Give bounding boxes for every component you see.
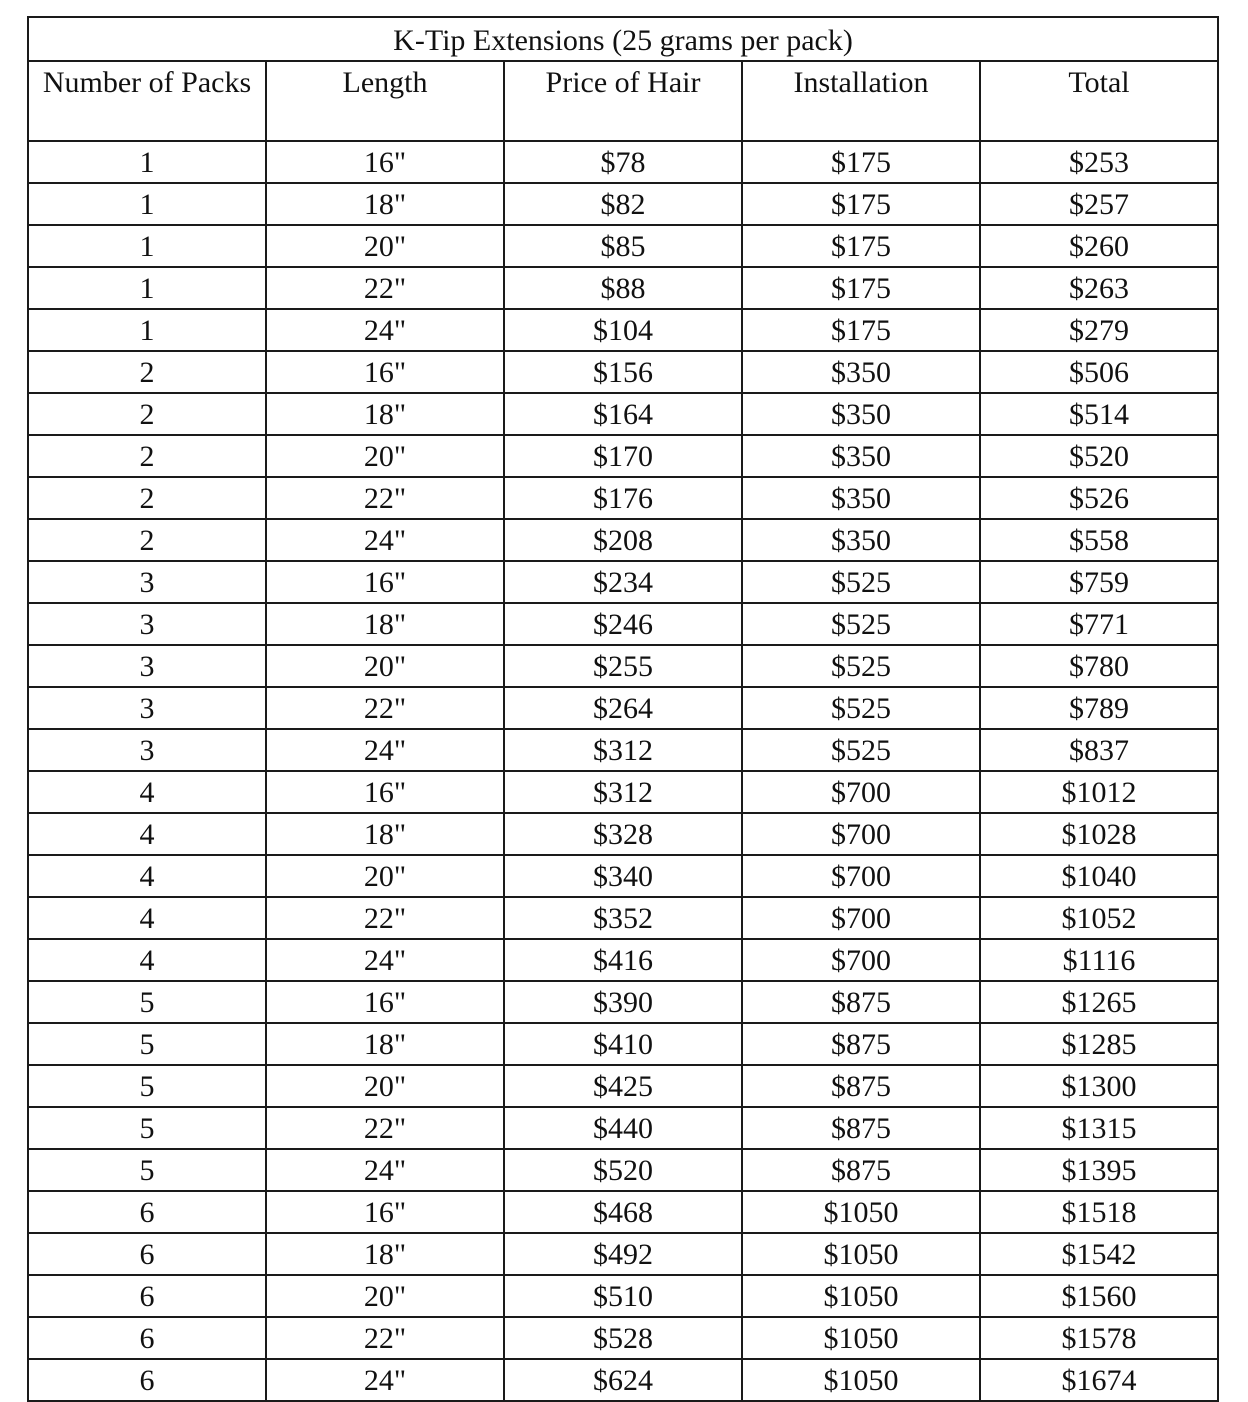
table-row bbox=[28, 1317, 1218, 1359]
table-row bbox=[28, 435, 1218, 477]
cell-installation: $875 bbox=[742, 1065, 980, 1107]
cell-price-of-hair: $410 bbox=[504, 1023, 742, 1065]
cell-length: 18" bbox=[266, 183, 504, 225]
cell-total: $558 bbox=[980, 519, 1218, 561]
table-row bbox=[28, 519, 1218, 561]
table-row bbox=[28, 771, 1218, 813]
cell-length: 16" bbox=[266, 141, 504, 183]
cell-installation: $350 bbox=[742, 351, 980, 393]
cell-length: 20" bbox=[266, 645, 504, 687]
table-row bbox=[28, 603, 1218, 645]
cell-installation: $175 bbox=[742, 267, 980, 309]
cell-length: 16" bbox=[266, 561, 504, 603]
table-row bbox=[28, 267, 1218, 309]
cell-length: 16" bbox=[266, 981, 504, 1023]
cell-total: $1012 bbox=[980, 771, 1218, 813]
cell-packs: 6 bbox=[28, 1275, 266, 1317]
cell-price-of-hair: $170 bbox=[504, 435, 742, 477]
table-row bbox=[28, 981, 1218, 1023]
cell-length: 16" bbox=[266, 351, 504, 393]
cell-installation: $875 bbox=[742, 1107, 980, 1149]
table-row bbox=[28, 183, 1218, 225]
table-row bbox=[28, 813, 1218, 855]
table-row bbox=[28, 687, 1218, 729]
cell-installation: $350 bbox=[742, 435, 980, 477]
table-row bbox=[28, 1107, 1218, 1149]
cell-installation: $875 bbox=[742, 981, 980, 1023]
cell-packs: 3 bbox=[28, 561, 266, 603]
cell-packs: 4 bbox=[28, 771, 266, 813]
cell-installation: $700 bbox=[742, 771, 980, 813]
cell-price-of-hair: $352 bbox=[504, 897, 742, 939]
cell-length: 24" bbox=[266, 309, 504, 351]
cell-length: 20" bbox=[266, 1065, 504, 1107]
table-row bbox=[28, 1233, 1218, 1275]
cell-installation: $350 bbox=[742, 519, 980, 561]
cell-installation: $525 bbox=[742, 561, 980, 603]
cell-length: 20" bbox=[266, 1275, 504, 1317]
cell-installation: $350 bbox=[742, 477, 980, 519]
table-row bbox=[28, 645, 1218, 687]
cell-length: 24" bbox=[266, 1359, 504, 1401]
table-row bbox=[28, 855, 1218, 897]
cell-packs: 6 bbox=[28, 1191, 266, 1233]
cell-total: $759 bbox=[980, 561, 1218, 603]
cell-packs: 3 bbox=[28, 729, 266, 771]
cell-packs: 2 bbox=[28, 393, 266, 435]
cell-price-of-hair: $88 bbox=[504, 267, 742, 309]
cell-total: $1518 bbox=[980, 1191, 1218, 1233]
header-price-of-hair: Price of Hair bbox=[504, 61, 742, 141]
cell-price-of-hair: $264 bbox=[504, 687, 742, 729]
cell-price-of-hair: $255 bbox=[504, 645, 742, 687]
cell-price-of-hair: $440 bbox=[504, 1107, 742, 1149]
cell-price-of-hair: $176 bbox=[504, 477, 742, 519]
table-title: K-Tip Extensions (25 grams per pack) bbox=[28, 17, 1218, 61]
table-header-row bbox=[28, 61, 1218, 141]
cell-price-of-hair: $104 bbox=[504, 309, 742, 351]
cell-length: 22" bbox=[266, 477, 504, 519]
cell-total: $1265 bbox=[980, 981, 1218, 1023]
cell-installation: $175 bbox=[742, 309, 980, 351]
cell-price-of-hair: $528 bbox=[504, 1317, 742, 1359]
cell-packs: 5 bbox=[28, 1023, 266, 1065]
cell-price-of-hair: $156 bbox=[504, 351, 742, 393]
cell-length: 22" bbox=[266, 897, 504, 939]
cell-price-of-hair: $340 bbox=[504, 855, 742, 897]
cell-total: $1315 bbox=[980, 1107, 1218, 1149]
cell-length: 20" bbox=[266, 855, 504, 897]
table-row bbox=[28, 351, 1218, 393]
table-row bbox=[28, 561, 1218, 603]
cell-total: $837 bbox=[980, 729, 1218, 771]
cell-length: 18" bbox=[266, 603, 504, 645]
cell-total: $1040 bbox=[980, 855, 1218, 897]
cell-length: 16" bbox=[266, 771, 504, 813]
cell-packs: 5 bbox=[28, 1065, 266, 1107]
cell-installation: $1050 bbox=[742, 1191, 980, 1233]
cell-total: $771 bbox=[980, 603, 1218, 645]
cell-installation: $175 bbox=[742, 225, 980, 267]
price-table bbox=[27, 16, 1219, 1402]
cell-price-of-hair: $520 bbox=[504, 1149, 742, 1191]
cell-price-of-hair: $82 bbox=[504, 183, 742, 225]
cell-packs: 1 bbox=[28, 309, 266, 351]
cell-total: $263 bbox=[980, 267, 1218, 309]
cell-installation: $525 bbox=[742, 645, 980, 687]
cell-total: $514 bbox=[980, 393, 1218, 435]
cell-installation: $350 bbox=[742, 393, 980, 435]
cell-total: $1116 bbox=[980, 939, 1218, 981]
cell-total: $260 bbox=[980, 225, 1218, 267]
cell-price-of-hair: $78 bbox=[504, 141, 742, 183]
cell-installation: $700 bbox=[742, 939, 980, 981]
cell-price-of-hair: $234 bbox=[504, 561, 742, 603]
cell-packs: 6 bbox=[28, 1317, 266, 1359]
cell-total: $1542 bbox=[980, 1233, 1218, 1275]
cell-length: 24" bbox=[266, 939, 504, 981]
cell-length: 22" bbox=[266, 1317, 504, 1359]
cell-installation: $1050 bbox=[742, 1233, 980, 1275]
cell-packs: 2 bbox=[28, 435, 266, 477]
cell-installation: $175 bbox=[742, 183, 980, 225]
cell-length: 22" bbox=[266, 687, 504, 729]
cell-installation: $525 bbox=[742, 687, 980, 729]
table-row bbox=[28, 393, 1218, 435]
cell-packs: 6 bbox=[28, 1233, 266, 1275]
table-row bbox=[28, 477, 1218, 519]
table-row bbox=[28, 1275, 1218, 1317]
cell-packs: 5 bbox=[28, 1107, 266, 1149]
cell-installation: $875 bbox=[742, 1023, 980, 1065]
cell-installation: $700 bbox=[742, 855, 980, 897]
cell-total: $253 bbox=[980, 141, 1218, 183]
header-total: Total bbox=[980, 61, 1218, 141]
cell-packs: 1 bbox=[28, 225, 266, 267]
header-number-of-packs: Number of Packs bbox=[28, 61, 266, 141]
cell-installation: $1050 bbox=[742, 1275, 980, 1317]
table-row bbox=[28, 939, 1218, 981]
cell-total: $1395 bbox=[980, 1149, 1218, 1191]
cell-price-of-hair: $312 bbox=[504, 771, 742, 813]
cell-price-of-hair: $416 bbox=[504, 939, 742, 981]
cell-price-of-hair: $164 bbox=[504, 393, 742, 435]
cell-total: $279 bbox=[980, 309, 1218, 351]
cell-length: 22" bbox=[266, 267, 504, 309]
cell-total: $526 bbox=[980, 477, 1218, 519]
cell-length: 24" bbox=[266, 1149, 504, 1191]
cell-packs: 3 bbox=[28, 603, 266, 645]
cell-total: $1285 bbox=[980, 1023, 1218, 1065]
cell-packs: 2 bbox=[28, 351, 266, 393]
table-row bbox=[28, 1149, 1218, 1191]
cell-packs: 5 bbox=[28, 1149, 266, 1191]
cell-packs: 3 bbox=[28, 645, 266, 687]
table-row bbox=[28, 141, 1218, 183]
cell-price-of-hair: $425 bbox=[504, 1065, 742, 1107]
cell-length: 18" bbox=[266, 1023, 504, 1065]
cell-installation: $1050 bbox=[742, 1359, 980, 1401]
cell-packs: 6 bbox=[28, 1359, 266, 1401]
cell-installation: $175 bbox=[742, 141, 980, 183]
cell-installation: $875 bbox=[742, 1149, 980, 1191]
cell-length: 20" bbox=[266, 435, 504, 477]
cell-price-of-hair: $468 bbox=[504, 1191, 742, 1233]
cell-installation: $1050 bbox=[742, 1317, 980, 1359]
cell-price-of-hair: $492 bbox=[504, 1233, 742, 1275]
cell-packs: 4 bbox=[28, 897, 266, 939]
cell-price-of-hair: $312 bbox=[504, 729, 742, 771]
cell-total: $1300 bbox=[980, 1065, 1218, 1107]
cell-length: 18" bbox=[266, 813, 504, 855]
cell-length: 24" bbox=[266, 729, 504, 771]
cell-packs: 4 bbox=[28, 939, 266, 981]
cell-total: $1052 bbox=[980, 897, 1218, 939]
cell-total: $1578 bbox=[980, 1317, 1218, 1359]
cell-packs: 2 bbox=[28, 519, 266, 561]
table-row bbox=[28, 729, 1218, 771]
cell-price-of-hair: $624 bbox=[504, 1359, 742, 1401]
table-body bbox=[28, 141, 1218, 1401]
cell-packs: 4 bbox=[28, 813, 266, 855]
cell-installation: $525 bbox=[742, 603, 980, 645]
cell-packs: 1 bbox=[28, 141, 266, 183]
cell-length: 24" bbox=[266, 519, 504, 561]
cell-packs: 4 bbox=[28, 855, 266, 897]
cell-length: 20" bbox=[266, 225, 504, 267]
cell-total: $506 bbox=[980, 351, 1218, 393]
table-row bbox=[28, 1191, 1218, 1233]
cell-total: $780 bbox=[980, 645, 1218, 687]
cell-price-of-hair: $510 bbox=[504, 1275, 742, 1317]
cell-length: 18" bbox=[266, 1233, 504, 1275]
cell-total: $1674 bbox=[980, 1359, 1218, 1401]
cell-installation: $525 bbox=[742, 729, 980, 771]
header-installation: Installation bbox=[742, 61, 980, 141]
cell-installation: $700 bbox=[742, 813, 980, 855]
cell-total: $1028 bbox=[980, 813, 1218, 855]
cell-price-of-hair: $328 bbox=[504, 813, 742, 855]
cell-packs: 2 bbox=[28, 477, 266, 519]
header-length: Length bbox=[266, 61, 504, 141]
cell-price-of-hair: $208 bbox=[504, 519, 742, 561]
table-title-row bbox=[28, 17, 1218, 61]
table-row bbox=[28, 897, 1218, 939]
cell-length: 16" bbox=[266, 1191, 504, 1233]
cell-packs: 1 bbox=[28, 183, 266, 225]
table-row bbox=[28, 1359, 1218, 1401]
table-row bbox=[28, 1065, 1218, 1107]
table-row bbox=[28, 225, 1218, 267]
cell-packs: 3 bbox=[28, 687, 266, 729]
cell-total: $789 bbox=[980, 687, 1218, 729]
cell-price-of-hair: $390 bbox=[504, 981, 742, 1023]
table-row bbox=[28, 1023, 1218, 1065]
cell-installation: $700 bbox=[742, 897, 980, 939]
cell-price-of-hair: $246 bbox=[504, 603, 742, 645]
cell-length: 22" bbox=[266, 1107, 504, 1149]
cell-total: $520 bbox=[980, 435, 1218, 477]
cell-price-of-hair: $85 bbox=[504, 225, 742, 267]
table-row bbox=[28, 309, 1218, 351]
cell-packs: 1 bbox=[28, 267, 266, 309]
cell-total: $257 bbox=[980, 183, 1218, 225]
cell-packs: 5 bbox=[28, 981, 266, 1023]
cell-total: $1560 bbox=[980, 1275, 1218, 1317]
cell-length: 18" bbox=[266, 393, 504, 435]
